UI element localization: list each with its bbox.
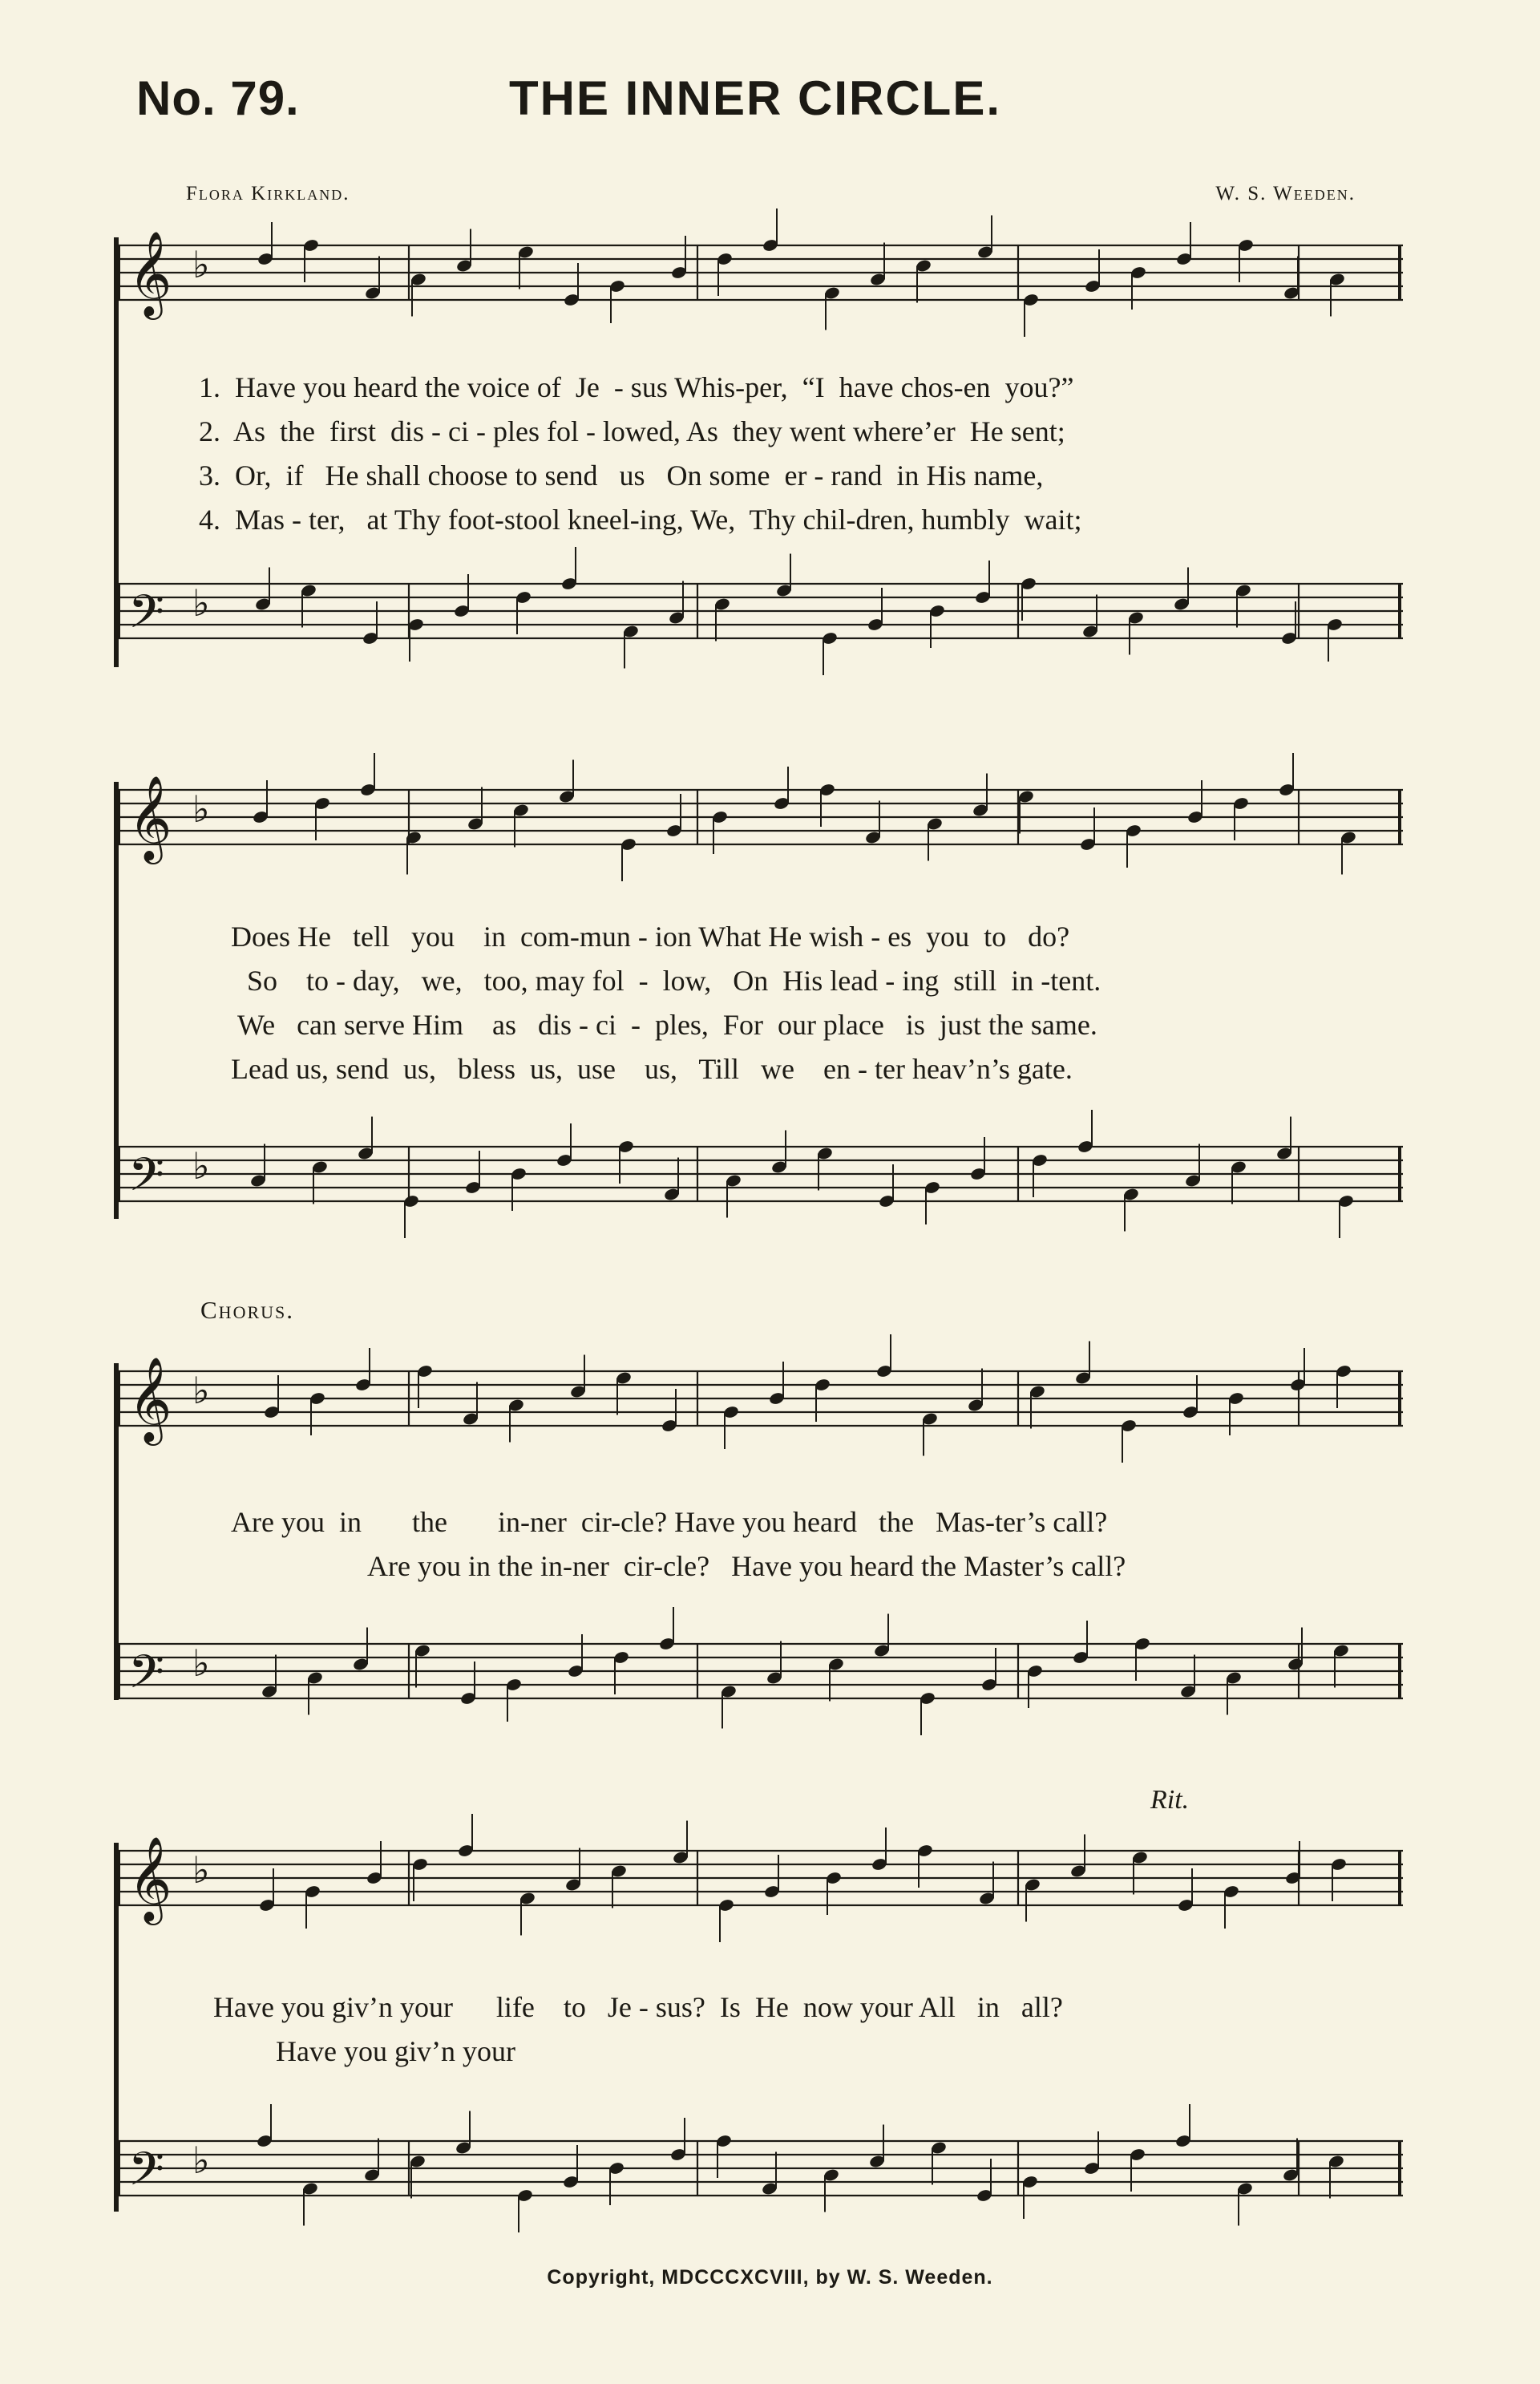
key-signature-flat: ♭ xyxy=(192,787,210,831)
verse-2-line-2: So to - day, we, too, may fol - low, On His lead - ing still in -tent. xyxy=(247,965,1101,997)
system-1-bracket xyxy=(114,237,119,667)
system-2-bass-staff xyxy=(112,1139,1411,1235)
key-signature-flat: ♭ xyxy=(192,1641,210,1685)
verse-4-line-1: 4. Mas - ter, at Thy foot-stool kneel-ing, We, Thy chil-dren, humbly wait; xyxy=(199,504,1082,536)
bass-clef: 𝄢 xyxy=(128,585,165,650)
bass-clef: 𝄢 xyxy=(128,1645,165,1710)
key-signature-flat: ♭ xyxy=(192,1144,210,1188)
verse-3-line-1: 3. Or, if He shall choose to send us On some er - rand in His name, xyxy=(199,459,1044,492)
system-3-bracket xyxy=(114,1363,119,1700)
key-signature-flat: ♭ xyxy=(192,2139,210,2182)
chorus-line-2-upper: Have you giv’n your life to Je - sus? Is He now your All in all? xyxy=(213,1991,1063,2023)
system-4-bracket xyxy=(114,1843,119,2212)
verse-1-line-1: 1. Have you heard the voice of Je - sus Whis-per, “I have chos-en you?” xyxy=(199,371,1074,403)
treble-clef: 𝄞 xyxy=(128,775,172,860)
treble-clef: 𝄞 xyxy=(128,1356,172,1442)
system-4-bass-staff xyxy=(112,2133,1411,2229)
bass-clef: 𝄢 xyxy=(128,1147,165,1213)
system-3-treble-staff xyxy=(112,1356,1411,1459)
system-3-bass-staff xyxy=(112,1636,1411,1732)
system-2-bracket xyxy=(114,782,119,1219)
treble-clef: 𝄞 xyxy=(128,230,172,316)
system-2-treble-staff xyxy=(112,775,1411,878)
system-1-treble-staff xyxy=(112,230,1411,334)
hymn-title: THE INNER CIRCLE. xyxy=(509,71,1002,125)
verse-2-line-1: 2. As the first dis - ci - ples fol - lowed, As they went where’er He sent; xyxy=(199,415,1065,447)
ritardando-mark: Rit. xyxy=(1150,1785,1190,1815)
chorus-line-2-lower: Have you giv’n your xyxy=(276,2035,515,2067)
system-4-treble-staff xyxy=(112,1836,1411,1939)
chorus-line-1-upper: Are you in the in-ner cir-cle? Have you heard the Mas-ter’s call? xyxy=(231,1506,1108,1538)
composer-credit: W. S. Weeden. xyxy=(1215,183,1356,204)
key-signature-flat: ♭ xyxy=(192,581,210,625)
verse-4-line-2: Lead us, send us, bless us, use us, Till we en - ter heav’n’s gate. xyxy=(231,1053,1073,1085)
verse-1-line-2: Does He tell you in com-mun - ion What He wish - es you to do? xyxy=(231,921,1070,953)
treble-clef: 𝄞 xyxy=(128,1836,172,1921)
bass-clef: 𝄢 xyxy=(128,2142,165,2208)
copyright-notice: Copyright, MDCCCXCVIII, by W. S. Weeden. xyxy=(547,2266,993,2289)
key-signature-flat: ♭ xyxy=(192,243,210,286)
hymn-number: No. 79. xyxy=(136,71,300,125)
verse-3-line-2: We can serve Him as dis - ci - ples, For our place is just the same. xyxy=(237,1009,1097,1041)
lyricist-credit: Flora Kirkland. xyxy=(186,183,350,204)
chorus-label: Chorus. xyxy=(200,1296,294,1324)
key-signature-flat: ♭ xyxy=(192,1848,210,1892)
system-1-bass-staff xyxy=(112,576,1411,672)
key-signature-flat: ♭ xyxy=(192,1369,210,1412)
chorus-line-1-lower: Are you in the in-ner cir-cle? Have you heard the Master’s call? xyxy=(367,1550,1126,1582)
